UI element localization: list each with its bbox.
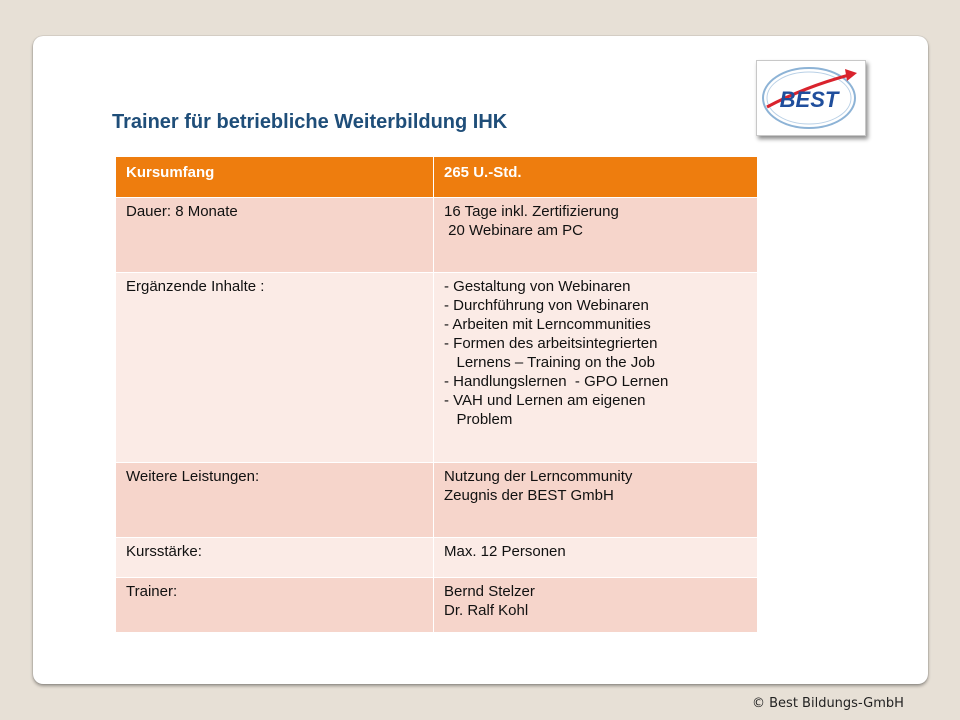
header-cell-value: 265 U.-Std.: [434, 157, 758, 198]
row-value: [434, 578, 758, 633]
row-value-line: - Arbeiten mit Lerncommunities: [444, 316, 651, 333]
row-value-line: - Handlungslernen - GPO Lernen: [444, 373, 669, 390]
row-value-line: - Gestaltung von Webinaren: [444, 278, 631, 295]
row-value: [434, 538, 758, 578]
row-value: [434, 198, 758, 273]
row-value: [434, 463, 758, 538]
row-value-line: Max. 12 Personen: [444, 543, 566, 560]
row-value-line: Nutzung der Lerncommunity: [444, 468, 633, 485]
row-value-line: Zeugnis der BEST GmbH: [444, 487, 614, 504]
table-row: [116, 198, 758, 273]
row-value-line: - Durchführung von Webinaren: [444, 297, 649, 314]
row-value-line: 16 Tage inkl. Zertifizierung: [444, 203, 619, 220]
table-row: [116, 578, 758, 633]
table-row: [116, 538, 758, 578]
row-value-line: Dr. Ralf Kohl: [444, 602, 529, 619]
best-logo-icon: [757, 61, 865, 135]
copyright-notice: © Best Bildungs-GmbH: [752, 696, 904, 711]
table-header-row: [116, 157, 758, 198]
row-label: Kursstärke:: [116, 538, 434, 578]
row-value-line: 20 Webinare am PC: [444, 222, 583, 239]
row-value-line: Problem: [444, 411, 513, 428]
row-value-line: - VAH und Lernen am eigenen: [444, 392, 646, 409]
table-row: [116, 463, 758, 538]
row-value-line: Bernd Stelzer: [444, 583, 535, 600]
table-row: [116, 273, 758, 463]
row-value-line: - Formen des arbeitsintegrierten: [444, 335, 658, 352]
row-label: Trainer:: [116, 578, 434, 633]
page-title: Trainer für betriebliche Weiterbildung IHK: [112, 111, 508, 133]
row-label: Ergänzende Inhalte :: [116, 273, 434, 463]
svg-text:BEST: BEST: [779, 87, 839, 112]
row-label: Dauer: 8 Monate: [116, 198, 434, 273]
row-label: Weitere Leistungen:: [116, 463, 434, 538]
best-logo: [756, 60, 866, 136]
course-table: [116, 157, 758, 633]
row-value-line: Lernens – Training on the Job: [444, 354, 655, 371]
row-value: [434, 273, 758, 463]
header-cell-label: Kursumfang: [116, 157, 434, 198]
